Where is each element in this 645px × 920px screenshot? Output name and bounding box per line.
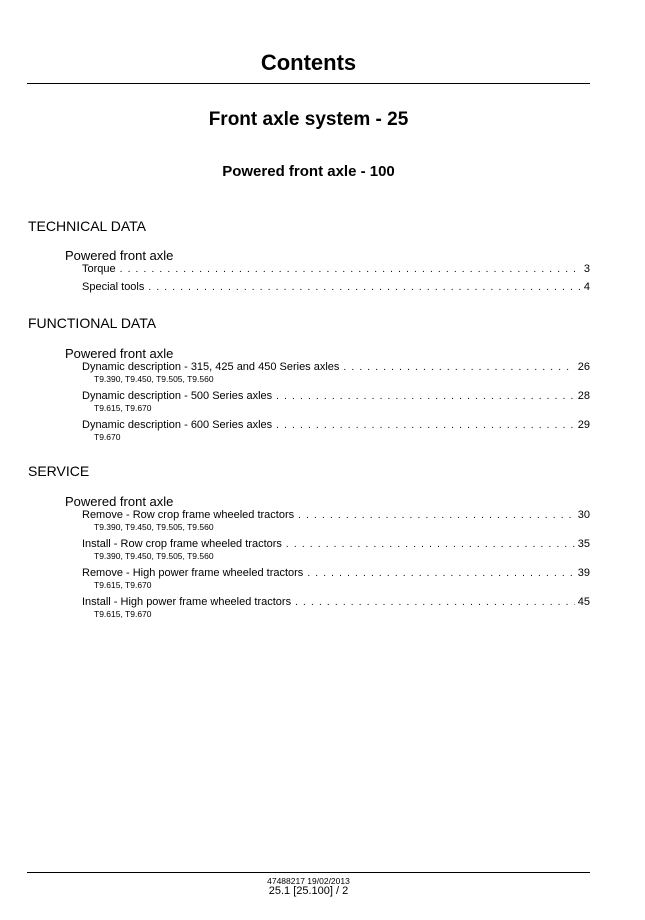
entry-label[interactable]: Dynamic description - 315, 425 and 450 Series axles — [82, 361, 340, 373]
section-technical-data — [28, 218, 590, 294]
subsystem-title: Powered front axle - 100 — [222, 163, 395, 180]
leader-dots — [295, 596, 575, 609]
entry-page-number[interactable]: 45 — [577, 596, 590, 608]
entry-models: T9.615, T9.670 — [94, 403, 152, 413]
system-title: Front axle system - 25 — [208, 109, 409, 130]
leader-dots — [343, 361, 574, 374]
toc-entry-remove-high-power[interactable] — [82, 567, 590, 590]
leader-dots — [286, 538, 575, 551]
toc-entry-install-row-crop[interactable] — [82, 538, 590, 561]
leader-dots — [298, 509, 575, 522]
entry-page-number[interactable]: 28 — [577, 390, 590, 402]
group-heading: Powered front axle — [65, 248, 174, 263]
entry-page-number[interactable]: 3 — [583, 263, 590, 275]
toc-entry-torque[interactable] — [82, 263, 590, 276]
footer-divider — [27, 872, 590, 873]
entry-label[interactable]: Remove - Row crop frame wheeled tractors — [82, 509, 295, 521]
section-heading: SERVICE — [28, 463, 90, 479]
entry-label[interactable]: Install - High power frame wheeled tractors — [82, 596, 292, 608]
leader-dots — [120, 263, 581, 276]
leader-dots — [307, 567, 574, 580]
entry-label[interactable]: Install - Row crop frame wheeled tractors — [82, 538, 282, 550]
entry-label[interactable]: Special tools — [82, 281, 145, 293]
entry-models: T9.615, T9.670 — [94, 609, 152, 619]
footer-page-number: 25.1 [25.100] / 2 — [268, 885, 349, 897]
section-service — [28, 463, 590, 619]
entry-models: T9.390, T9.450, T9.505, T9.560 — [94, 374, 214, 384]
toc-entry-dynamic-description-315-425-450[interactable] — [82, 361, 590, 384]
entry-page-number[interactable]: 30 — [577, 509, 590, 521]
group-heading: Powered front axle — [65, 346, 174, 361]
entry-page-number[interactable]: 4 — [583, 281, 590, 293]
group-heading: Powered front axle — [65, 494, 174, 509]
toc-entry-remove-row-crop[interactable] — [82, 509, 590, 532]
entry-label[interactable]: Remove - High power frame wheeled tractors — [82, 567, 304, 579]
leader-dots — [276, 390, 575, 403]
entry-page-number[interactable]: 29 — [577, 419, 590, 431]
footer-document-code: 47488217 19/02/2013 — [267, 876, 350, 886]
toc-entry-install-high-power[interactable] — [82, 596, 590, 619]
entry-models: T9.390, T9.450, T9.505, T9.560 — [94, 551, 214, 561]
section-heading: TECHNICAL DATA — [28, 218, 146, 234]
page-title: Contents — [260, 50, 357, 75]
entry-models: T9.390, T9.450, T9.505, T9.560 — [94, 522, 214, 532]
entry-label[interactable]: Dynamic description - 500 Series axles — [82, 390, 273, 402]
entry-models: T9.670 — [94, 432, 121, 442]
entry-page-number[interactable]: 39 — [577, 567, 590, 579]
entry-page-number[interactable]: 26 — [577, 361, 590, 373]
leader-dots — [148, 281, 581, 294]
section-heading: FUNCTIONAL DATA — [28, 315, 157, 331]
entry-models: T9.615, T9.670 — [94, 580, 152, 590]
leader-dots — [276, 419, 575, 432]
toc-entry-special-tools[interactable] — [82, 281, 590, 294]
entry-page-number[interactable]: 35 — [577, 538, 590, 550]
section-functional-data — [28, 315, 590, 442]
title-divider — [27, 83, 590, 84]
toc-entry-dynamic-description-500[interactable] — [82, 390, 590, 413]
entry-label[interactable]: Torque — [82, 263, 116, 275]
entry-label[interactable]: Dynamic description - 600 Series axles — [82, 419, 273, 431]
toc-entry-dynamic-description-600[interactable] — [82, 419, 590, 442]
